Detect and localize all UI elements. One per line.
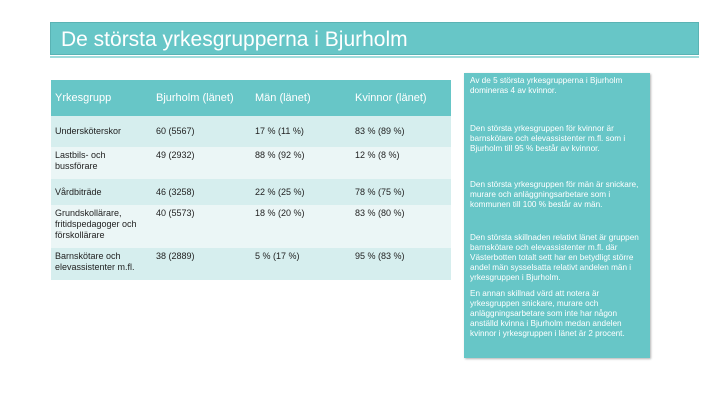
table-row: [51, 205, 451, 248]
table-row: [51, 179, 451, 205]
note-paragraph: Den största yrkesgruppen för kvinnor är barnskötare och elevassistenter m.fl. som i Bjurholm till 95 % består av kvinnor.: [470, 124, 626, 153]
cell-bjurholm: 38 (2889): [152, 248, 251, 280]
note-paragraph: Den största skillnaden relativt länet är gruppen barnskötare och elevassistenter m.fl. där Västerbotten totalt sett har en betydligt större andel män sysselsatta relativt andelen män i yrkesgruppen i Bjurholm.: [470, 233, 639, 282]
cell-women: 12 % (8 %): [351, 147, 451, 179]
cell-men: 18 % (20 %): [251, 205, 351, 248]
table-row: [51, 147, 451, 179]
cell-bjurholm: 46 (3258): [152, 179, 251, 205]
cell-bjurholm: 40 (5573): [152, 205, 251, 248]
table-header-row: [51, 80, 451, 116]
header-occupation: Yrkesgrupp: [51, 80, 152, 116]
header-bjurholm: Bjurholm (länet): [152, 80, 251, 116]
table-row: [51, 116, 451, 147]
cell-occupation: Grundskollärare, fritidspedagoger och förskollärare: [51, 205, 152, 248]
cell-occupation: Lastbils- och bussförare: [51, 147, 152, 179]
cell-occupation: Barnskötare och elevassistenter m.fl.: [51, 248, 152, 280]
cell-bjurholm: 60 (5567): [152, 116, 251, 147]
cell-men: 88 % (92 %): [251, 147, 351, 179]
header-men: Män (länet): [251, 80, 351, 116]
title-bar: [50, 22, 699, 55]
note-paragraph: Av de 5 största yrkesgrupperna i Bjurholm domineras 4 av kvinnor.: [470, 76, 623, 95]
note-paragraph: Den största yrkesgruppen för män är snickare, murare och anläggningsarbetare som i kommunen till 100 % består av män.: [470, 180, 639, 209]
occupation-table: [51, 80, 451, 280]
cell-men: 22 % (25 %): [251, 179, 351, 205]
cell-women: 95 % (83 %): [351, 248, 451, 280]
cell-men: 17 % (11 %): [251, 116, 351, 147]
cell-women: 83 % (80 %): [351, 205, 451, 248]
notes-panel: [464, 73, 650, 358]
cell-occupation: Undersköterskor: [51, 116, 152, 147]
cell-men: 5 % (17 %): [251, 248, 351, 280]
note-paragraph: En annan skillnad värd att notera är yrkesgruppen snickare, murare och anläggningsarbetare som inte har någon anställd kvinna i Bjurholm medan andelen kvinnor i yrkesgruppen i länet är 2 procent.: [470, 289, 625, 338]
cell-bjurholm: 49 (2932): [152, 147, 251, 179]
header-women: Kvinnor (länet): [351, 80, 451, 116]
cell-occupation: Vårdbiträde: [51, 179, 152, 205]
table-row: [51, 248, 451, 280]
slide-title: De största yrkesgrupperna i Bjurholm: [61, 28, 408, 51]
title-divider: [50, 56, 699, 58]
cell-women: 83 % (89 %): [351, 116, 451, 147]
cell-women: 78 % (75 %): [351, 179, 451, 205]
